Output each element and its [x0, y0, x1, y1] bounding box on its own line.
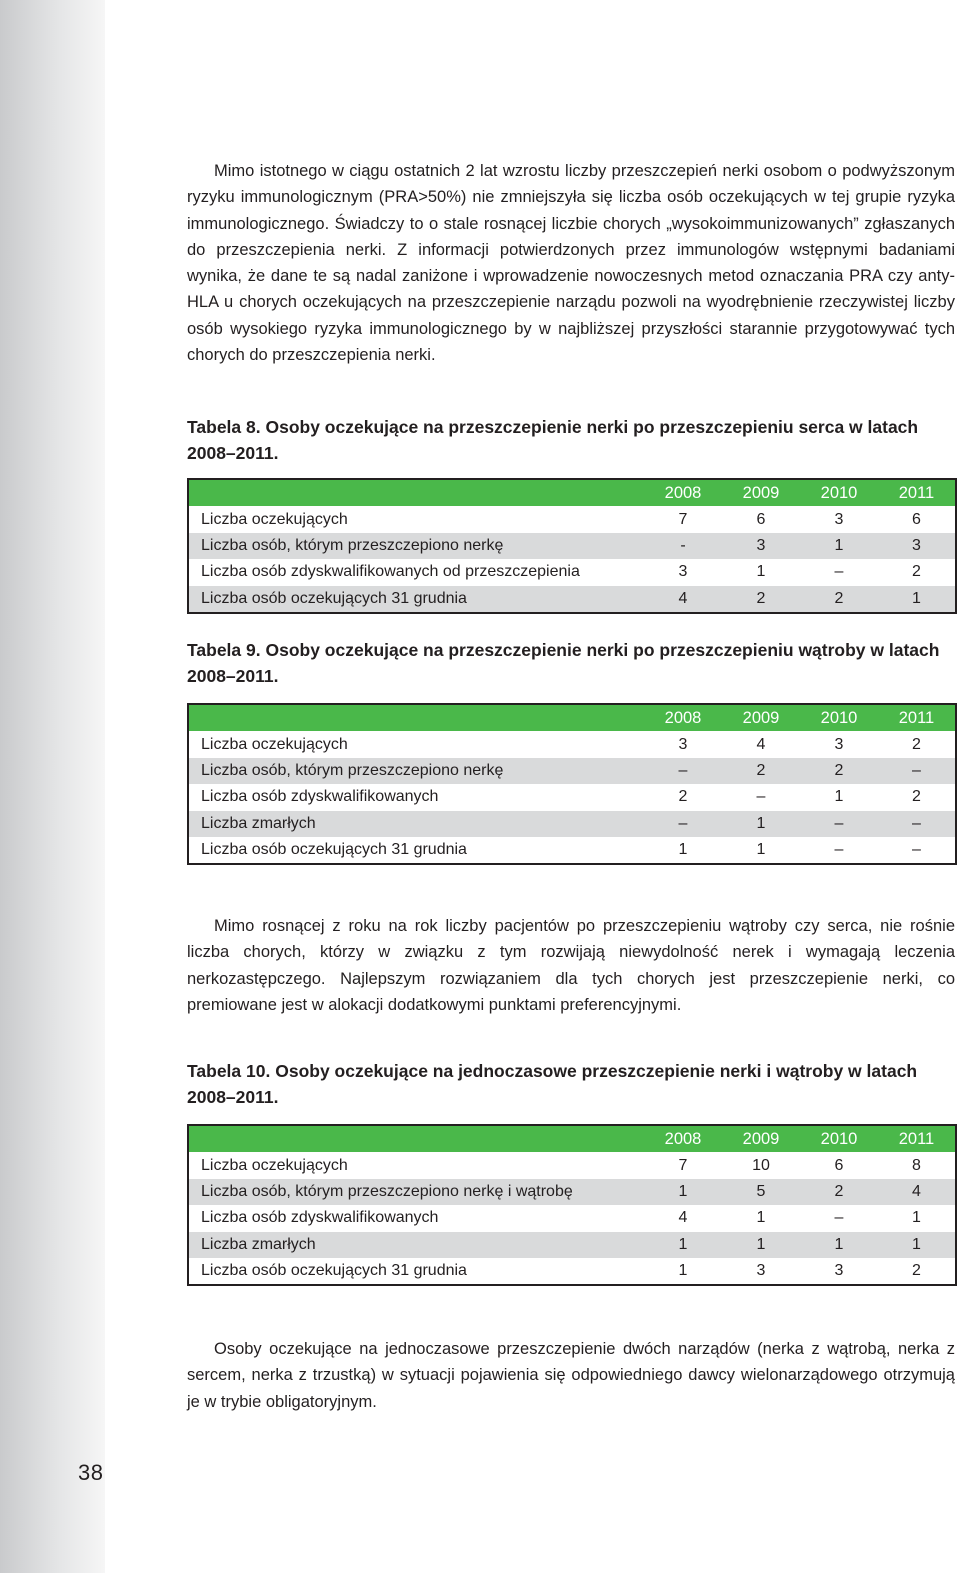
cell-value: –: [834, 814, 844, 832]
cell-value: 6: [834, 1156, 844, 1174]
year-header: 2008: [664, 1129, 702, 1148]
paragraph-1: Mimo istotnego w ciągu ostatnich 2 lat wzrostu liczby przeszczepień nerki osobom o podwyższonym ryzyku immunologicznym (PRA>50%) nie zmniejszyła się liczba osób oczekujących w tej grupie ryzyka immunologicznego. Świadczy to o stale rosnącej liczbie chorych „wysokoimmunizowanych” zgłaszanych do przeszczepienia nerki. Z informacji potwierdzonych przez immunologów wstępnymi badaniami wynika, że dane te są nadal zaniżone i wprowadzenie nowoczesnych metod oznaczania PRA czy anty-HLA u chorych oczekujących na przeszczepienie narządu pozwoli na wyodrębnienie rzeczywistej liczby osób wysokiego ryzyka immunologicznego by w najbliższej przyszłości starannie przygotowywać tych chorych do przeszczepienia nerki.: [187, 162, 955, 365]
cell-value: 2: [834, 761, 844, 779]
cell-value: –: [912, 841, 921, 859]
cell-value: 1: [678, 1262, 688, 1280]
table-row: [188, 784, 956, 810]
cell-value: 1: [756, 563, 766, 581]
cell-value: 2: [756, 761, 766, 779]
table-row: [188, 506, 956, 532]
table-8-caption: [187, 414, 955, 466]
table-10-title: Osoby oczekujące na jednoczasowe przeszczepienie nerki i wątroby w latach 2008–2011.: [187, 1061, 918, 1107]
year-header: 2008: [664, 483, 702, 502]
table-row: [188, 758, 956, 784]
cell-value: 1: [912, 1209, 921, 1227]
cell-value: –: [756, 788, 766, 806]
row-label: Liczba zmarłych: [201, 814, 316, 832]
cell-value: –: [834, 563, 844, 581]
table-10: [187, 1124, 957, 1286]
paragraph-2: Mimo rosnącej z roku na rok liczby pacjentów po przeszczepieniu wątroby czy serca, nie rośnie liczba chorych, którzy w związku z tym rozwijają niewydolność nerek i wymagają leczenia nerkozastępczego. Najlepszym rozwiązaniem dla tych chorych jest przeszczepienie nerki, co premiowane jest w alokacji dodatkowymi punktami preferencyjnymi.: [187, 917, 955, 1014]
table-row: [188, 837, 956, 864]
paragraph-3: Osoby oczekujące na jednoczasowe przeszczepienie dwóch narządów (nerka z wątrobą, nerka z sercem, nerka z trzustką) w sytuacji pojawienia się odpowiedniego dawcy wielonarządowego otrzymują je w trybie obligatoryjnym.: [187, 1340, 955, 1411]
row-label: Liczba osób oczekujących 31 grudnia: [201, 589, 467, 607]
cell-value: –: [912, 761, 921, 779]
cell-value: 6: [912, 510, 921, 528]
table-row: [188, 586, 956, 613]
year-header: 2011: [898, 1129, 935, 1148]
table-row: [188, 731, 956, 757]
year-header: 2010: [820, 708, 858, 727]
page-number: 38: [78, 1460, 104, 1485]
table-header-row: [188, 1125, 956, 1152]
cell-value: 2: [912, 788, 921, 806]
cell-value: 4: [756, 735, 766, 753]
cell-value: 10: [752, 1156, 770, 1174]
cell-value: –: [912, 814, 921, 832]
table-10-label: Tabela 10.: [187, 1061, 271, 1081]
row-label: Liczba osób, którym przeszczepiono nerkę: [201, 536, 504, 554]
cell-value: 3: [678, 735, 688, 753]
cell-value: 1: [678, 1182, 688, 1200]
table-header-row: [188, 704, 956, 731]
table-10-container: [187, 1124, 955, 1286]
table-9-label: Tabela 9.: [187, 640, 261, 660]
table-8-label: Tabela 8.: [187, 417, 261, 437]
cell-value: –: [678, 761, 688, 779]
cell-value: 1: [834, 1235, 844, 1253]
table-row: [188, 811, 956, 837]
closing-section: [187, 1336, 955, 1415]
table-row: [188, 1205, 956, 1231]
cell-value: 3: [834, 1262, 844, 1280]
table-10-caption: [187, 1058, 955, 1110]
row-label: Liczba oczekujących: [201, 510, 348, 528]
page-margin-strip: [0, 0, 105, 1573]
cell-value: 2: [912, 1262, 921, 1280]
cell-value: –: [834, 841, 844, 859]
cell-value: 4: [678, 589, 688, 607]
row-label: Liczba oczekujących: [201, 735, 348, 753]
cell-value: 4: [912, 1182, 921, 1200]
cell-value: 1: [834, 536, 844, 554]
year-header: 2011: [898, 483, 935, 502]
cell-value: 2: [834, 1182, 844, 1200]
year-header: 2008: [664, 708, 702, 727]
cell-value: 2: [756, 589, 766, 607]
cell-value: 2: [678, 788, 688, 806]
table-8-title: Osoby oczekujące na przeszczepienie nerki po przeszczepieniu serca w latach 2008–2011.: [187, 417, 919, 463]
cell-value: 3: [834, 510, 844, 528]
row-label: Liczba osób oczekujących 31 grudnia: [201, 841, 467, 859]
cell-value: -: [680, 536, 686, 554]
table-8-container: [187, 478, 955, 614]
intro-section: [187, 158, 955, 368]
cell-value: 1: [912, 1235, 921, 1253]
row-label: Liczba osób zdyskwalifikowanych: [201, 1209, 439, 1227]
cell-value: 3: [678, 563, 688, 581]
table-row: [188, 559, 956, 585]
middle-section: [187, 913, 955, 1018]
cell-value: 1: [756, 814, 766, 832]
cell-value: 1: [756, 1235, 766, 1253]
year-header: 2010: [820, 1129, 858, 1148]
row-label: Liczba osób, którym przeszczepiono nerkę i wątrobę: [201, 1182, 573, 1200]
table-header-row: [188, 479, 956, 506]
row-label: Liczba oczekujących: [201, 1156, 348, 1174]
row-label: Liczba osób zdyskwalifikowanych od przeszczepienia: [201, 563, 580, 581]
cell-value: –: [834, 1209, 844, 1227]
table-9-caption: [187, 637, 955, 689]
table-8: [187, 478, 957, 614]
table-row: [188, 1152, 956, 1178]
row-label: Liczba zmarłych: [201, 1235, 316, 1253]
cell-value: 7: [678, 1156, 688, 1174]
year-header: 2009: [742, 708, 780, 727]
cell-value: 2: [834, 589, 844, 607]
year-header: 2011: [898, 708, 935, 727]
cell-value: 7: [678, 510, 688, 528]
year-header: 2009: [742, 1129, 780, 1148]
cell-value: 3: [834, 735, 844, 753]
cell-value: 8: [912, 1156, 921, 1174]
cell-value: 3: [756, 1262, 766, 1280]
table-row: [188, 533, 956, 559]
cell-value: 1: [834, 788, 844, 806]
cell-value: 1: [678, 841, 688, 859]
cell-value: 1: [912, 589, 921, 607]
row-label: Liczba osób, którym przeszczepiono nerkę: [201, 761, 504, 779]
table-row: [188, 1258, 956, 1285]
row-label: Liczba osób oczekujących 31 grudnia: [201, 1262, 467, 1280]
cell-value: 6: [756, 510, 766, 528]
cell-value: 5: [756, 1182, 766, 1200]
table-row: [188, 1232, 956, 1258]
cell-value: 3: [912, 536, 921, 554]
row-label: Liczba osób zdyskwalifikowanych: [201, 788, 439, 806]
cell-value: 3: [756, 536, 766, 554]
year-header: 2010: [820, 483, 858, 502]
cell-value: 4: [678, 1209, 688, 1227]
cell-value: 1: [756, 841, 766, 859]
cell-value: 1: [756, 1209, 766, 1227]
table-9: [187, 703, 957, 865]
cell-value: 2: [912, 735, 921, 753]
table-row: [188, 1179, 956, 1205]
table-9-container: [187, 703, 955, 865]
table-9-title: Osoby oczekujące na przeszczepienie nerki po przeszczepieniu wątroby w latach 2008–2011.: [187, 640, 940, 686]
cell-value: 1: [678, 1235, 688, 1253]
cell-value: 2: [912, 563, 921, 581]
year-header: 2009: [742, 483, 780, 502]
cell-value: –: [678, 814, 688, 832]
